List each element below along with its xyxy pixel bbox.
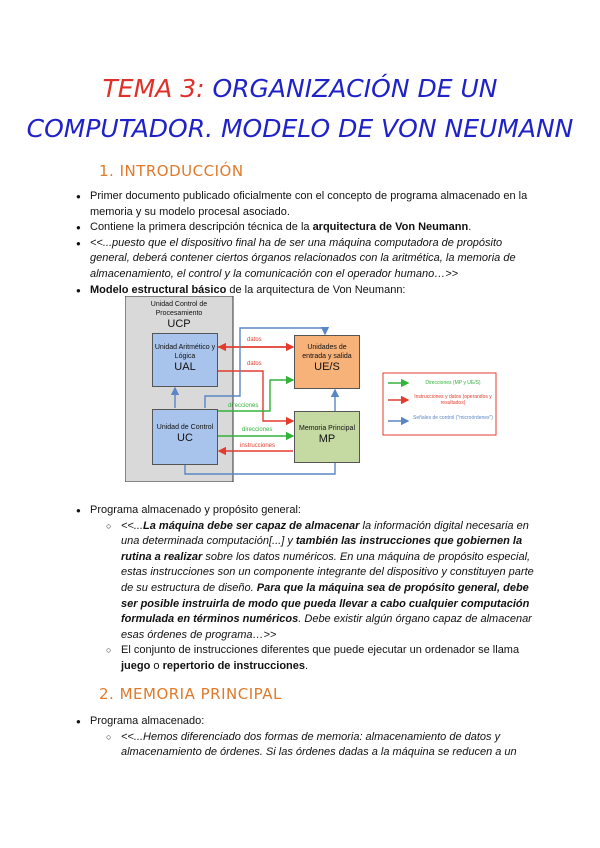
sub-list-item: ○ <<...La máquina debe ser capaz de almacenar la información digital necesaria en una determinada computación[...] y también las instrucciones que gobiernen la rutina a realizar sobre los datos numéricos. En una máquina de propósito especial, estas instrucciones son un componente integrante del dispositivo y constituyen parte de su estructura de diseño. Para que la máquina sea de propósito general, debe ser posible instruirla de modo que pueda llevar a cabo cualquier computación formulada en términos numéricos. Debe existir algún órgano capaz de almacenar esas órdenes de programa…>>: [76, 519, 542, 644]
ual-box: Unidad Aritmético y Lógica UAL: [152, 333, 218, 387]
section-heading-introduccion: 1. INTRODUCCIÓN: [99, 162, 244, 180]
title-topic: TEMA 3:: [102, 74, 205, 103]
list-item: ● <<...puesto que el dispositivo final ha de ser una máquina computadora de propósito general, deberá contener ciertos órganos relacionados con la aritmética, la memoria de almacenamiento, el control y la comunicación con el operador humano…>>: [76, 236, 542, 283]
ues-box: Unidades de entrada y salida UE/S: [294, 335, 360, 389]
sub-list-item: ○ El conjunto de instrucciones diferentes que puede ejecutar un ordenador se llama juego o repertorio de instrucciones.: [76, 643, 542, 674]
label-instrucciones: instrucciones: [240, 443, 276, 449]
page-title-line1: [0, 74, 600, 103]
section-heading-memoria: 2. MEMORIA PRINCIPAL: [99, 685, 282, 703]
list-item: ● Programa almacenado: ○ <<...Hemos diferenciado dos formas de memoria: almacenamiento de datos y almacenamiento de órdenes. Si las órdenes dadas a la máquina se reducen a un: [76, 714, 542, 761]
page-title-line2: COMPUTADOR. MODELO DE VON NEUMANN: [26, 114, 574, 143]
intro-list: [76, 189, 542, 298]
label-direcciones-ues: direcciones: [228, 403, 259, 409]
mp-box: Memoria Principal MP: [294, 411, 360, 463]
label-datos-ues: datos: [247, 337, 262, 343]
sub-list: [76, 519, 542, 675]
legend-senales-control: Señales de control ("microórdenes"): [413, 415, 493, 421]
list-item: ● Modelo estructural básico de la arquitectura de Von Neumann:: [76, 283, 542, 299]
sub-list: [76, 730, 542, 761]
legend-instrucciones-datos: Instrucciones y datos (operandos y resultados): [414, 394, 492, 406]
program-list: [76, 503, 542, 675]
uc-box: Unidad de Control UC: [152, 409, 218, 465]
list-item: ● Programa almacenado y propósito general: ○ <<...La máquina debe ser capaz de almacenar la información digital necesaria en una determinada computación[...] y también las instrucciones que gobiernen la rutina a realizar sobre los datos numéricos. En una máquina de propósito especial, estas instrucciones son un componente integrante del dispositivo y constituyen parte de su estructura de diseño. Para que la máquina sea de propósito general, debe ser posible instruirla de modo que pueda llevar a cabo cualquier computación formulada en términos numéricos. Debe existir algún órgano capaz de almacenar esas órdenes de programa…>> ○ El conjunto de instrucciones diferentes que puede ejecutar un ordenador se llama juego o repertorio de instrucciones.: [76, 503, 542, 675]
sub-list-item: ○ <<...Hemos diferenciado dos formas de memoria: almacenamiento de datos y almacenamiento de órdenes. Si las órdenes dadas a la máquina se reducen a un: [76, 730, 542, 761]
list-item: ● Contiene la primera descripción técnica de la arquitectura de Von Neumann.: [76, 220, 542, 236]
memoria-list: [76, 714, 542, 761]
von-neumann-diagram: [125, 296, 500, 482]
title-main: ORGANIZACIÓN DE UN: [212, 74, 498, 103]
label-direcciones-mp: direcciones: [242, 427, 273, 433]
ucp-title: Unidad Control de Procesamiento UCP: [150, 301, 208, 330]
label-datos-mp: datos: [247, 361, 262, 367]
list-item: ● Primer documento publicado oficialmente con el concepto de programa almacenado en la memoria y su modelo procesal asociado.: [76, 189, 542, 220]
legend-direcciones: Direcciones (MP y UE/S): [425, 380, 481, 386]
